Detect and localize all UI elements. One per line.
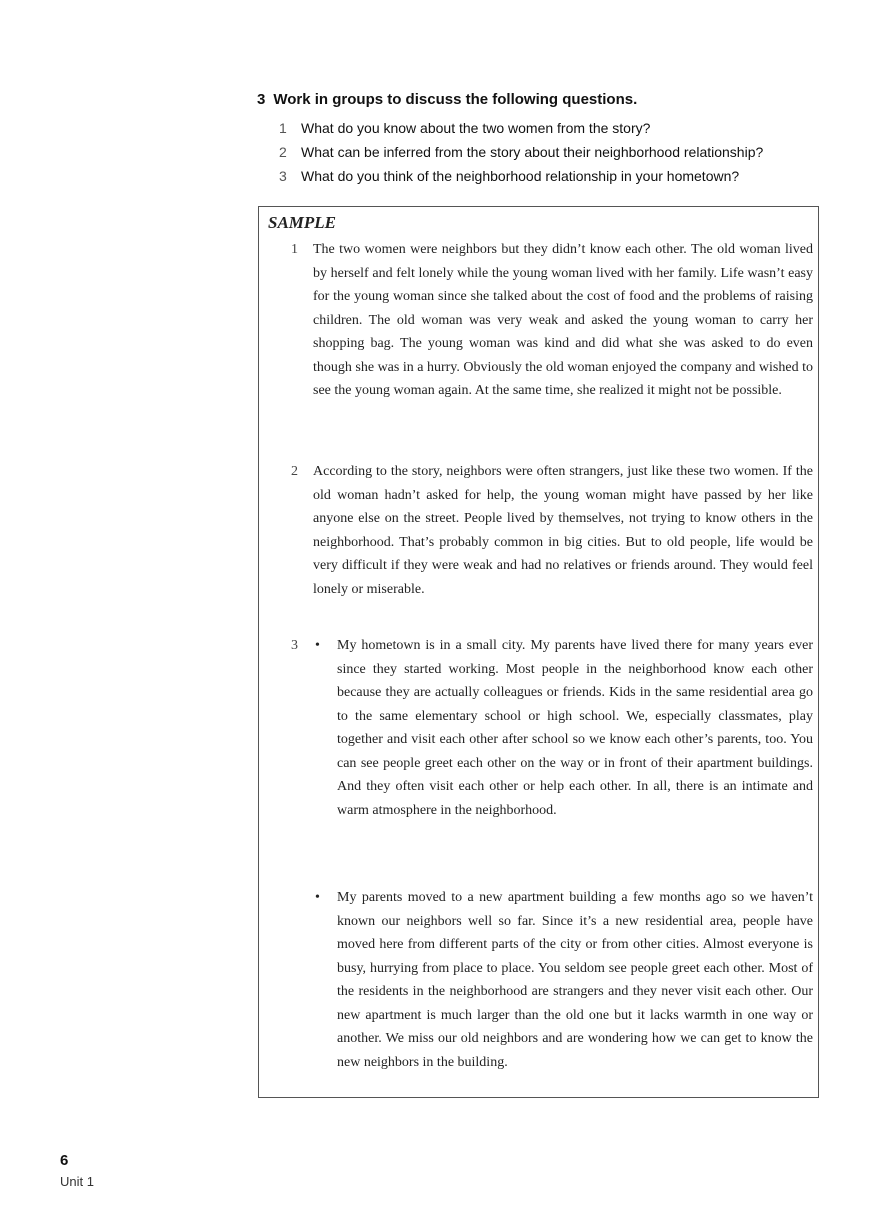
question-1	[257, 116, 827, 140]
question-number: 1	[279, 120, 287, 136]
exercise-number: 3	[257, 91, 266, 108]
answer-text: The two women were neighbors but they didn’t know each other. The old woman lived by herself and felt lonely while the young woman lived with her family. Life wasn’t easy for the young woman since she talked about the cost of food and the problems of raising children. The old woman was very weak and asked the young woman to carry her shopping bag. The young woman was kind and did what she was asked to do even though she was in a hurry. Obviously the old woman enjoyed the company and wished to see the young woman again. At the same time, she realized it might not be possible.	[313, 242, 813, 398]
sample-answer-3-bullet-1	[291, 634, 813, 822]
question-2	[257, 140, 827, 164]
sample-answer-1	[291, 238, 813, 403]
question-number: 3	[279, 168, 287, 184]
question-number: 2	[279, 144, 287, 160]
answer-number: 1	[291, 242, 298, 257]
answer-number: 3	[291, 638, 298, 653]
sample-label: SAMPLE	[268, 213, 337, 232]
question-3	[257, 164, 827, 188]
sample-answer-box	[258, 206, 819, 1098]
question-text: What do you know about the two women from the story?	[301, 120, 651, 136]
exercise-title	[257, 90, 827, 110]
sample-answer-3-bullet-2	[315, 886, 813, 1074]
sample-answer-2	[291, 460, 813, 601]
answer-text: According to the story, neighbors were often strangers, just like these two women. If the old woman hadn’t asked for help, the young woman might have passed by her like anyone else on the street. People lived by themselves, not trying to know others in the neighborhood. That’s probably common in big cities. But to old people, life would be very difficult if they were weak and had no relatives or friends around. They would feel lonely or miserable.	[313, 464, 813, 597]
exercise-instruction: Work in groups to discuss the following questions.	[273, 91, 638, 108]
unit-label: Unit 1	[60, 1174, 94, 1189]
page-number: 6	[60, 1152, 69, 1169]
answer-number: 2	[291, 464, 298, 479]
bullet-icon: •	[315, 638, 320, 653]
question-text: What can be inferred from the story about their neighborhood relationship?	[301, 144, 764, 160]
bullet-icon: •	[315, 890, 320, 905]
exercise-3	[257, 90, 827, 188]
question-text: What do you think of the neighborhood relationship in your hometown?	[301, 168, 740, 184]
answer-text: My hometown is in a small city. My parents have lived there for many years ever since they started working. Most people in the neighborhood know each other because they are actually colleagues or friends. Kids in the same residential area go to the same elementary school or high school. We, especially classmates, play together and visit each other after school so we know each other’s parents, too. You can see people greet each other on the way or in front of their apartment buildings. And they often visit each other or help each other. In all, there is an intimate and warm atmosphere in the neighborhood.	[337, 638, 813, 818]
answer-text: My parents moved to a new apartment building a few months ago so we haven’t known our neighbors well so far. Since it’s a new residential area, people have moved here from different parts of the city or from other cities. Almost everyone is busy, hurrying from place to place. You seldom see people greet each other. Most of the residents in the neighborhood are strangers and they never visit each other. Our new apartment is much larger than the old one but it lacks warmth in one way or another. We miss our old neighbors and are wondering how we can get to know the new neighbors in the building.	[337, 890, 813, 1070]
